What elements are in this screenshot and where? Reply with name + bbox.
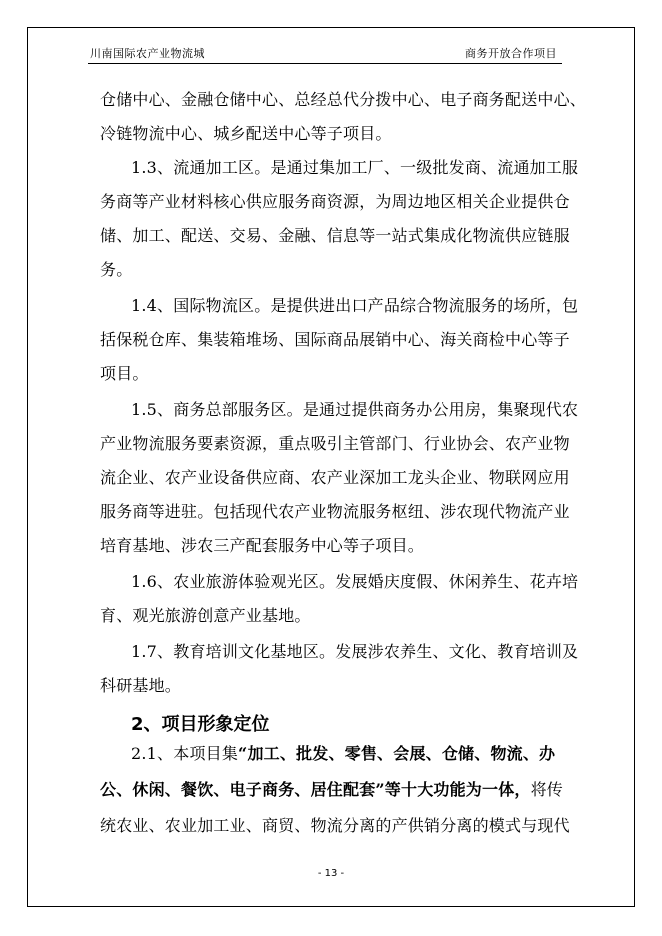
page-number: - 13 - [317,868,345,879]
text-line: 育、观光旅游创意产业基地。 [100,606,311,625]
section-heading: 2、项目形象定位 [131,714,270,735]
text-line: 务。 [100,260,133,279]
para-prefix: 2.1、本项目集 [131,744,239,763]
text-line: 1.5、商务总部服务区。是通过提供商务办公用房，集聚现代农 [131,400,579,419]
text-line: 科研基地。 [100,676,182,695]
bold-functions: “加工、批发、零售、会展、仓储、物流、办 [238,744,556,763]
header-left-title: 川南国际农产业物流城 [90,47,205,60]
text-line [100,780,570,800]
text-line: 冷链物流中心、城乡配送中心等子项目。 [100,124,392,143]
text-line: 仓储中心、金融仓储中心、总经总代分拨中心、电子商务配送中心、 [100,90,587,109]
text-line: 项目。 [100,364,149,383]
text-line: 1.3、流通加工区。是通过集加工厂、一级批发商、流通加工服 [131,158,579,177]
text-line: 1.4、国际物流区。是提供进出口产品综合物流服务的场所，包 [131,296,579,315]
text-line: 储、加工、配送、交易、金融、信息等一站式集成化物流供应链服 [100,226,570,245]
header-rule [88,63,562,64]
text-line: 服务商等进驻。包括现代农产业物流服务枢纽、涉农现代物流产业 [100,502,570,521]
text-line: 产业物流服务要素资源，重点吸引主管部门、行业协会、农产业物 [100,434,570,453]
text-line: 流企业、农产业设备供应商、农产业深加工龙头企业、物联网应用 [100,468,570,487]
text-line: 括保税仓库、集装箱堆场、国际商品展销中心、海关商检中心等子 [100,330,570,349]
header-right-title: 商务开放合作项目 [465,47,557,60]
bold-functions-cont: 公、休闲、餐饮、电子商务、居住配套”等十大功能为一体， [100,780,531,799]
text-line: 统农业、农业加工业、商贸、物流分离的产供销分离的模式与现代 [100,816,570,835]
text-tail: 将传 [530,780,564,799]
text-line [131,744,601,764]
text-line: 务商等产业材料核心供应服务商资源，为周边地区相关企业提供仓 [100,192,570,211]
text-line: 1.7、教育培训文化基地区。发展涉农养生、文化、教育培训及 [131,642,579,661]
text-line: 培育基地、涉农三产配套服务中心等子项目。 [100,536,425,555]
text-line: 1.6、农业旅游体验观光区。发展婚庆度假、休闲养生、花卉培 [131,572,579,591]
